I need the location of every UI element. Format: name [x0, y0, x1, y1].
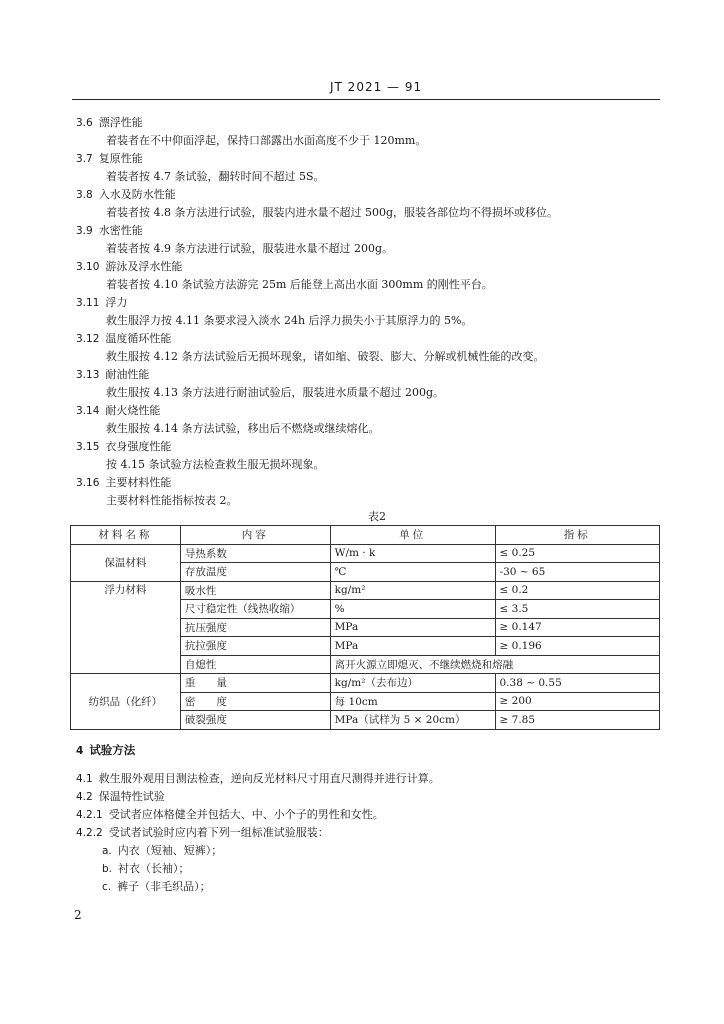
header-cell: 内容 [180, 526, 330, 545]
section-text: 着装者按 4.10 条试验方法游完 25m 后能登上高出水面 300mm 的刚性平台。 [106, 278, 493, 291]
section-text: 救生服浮力按 4.11 条要求浸入淡水 24h 后浮力损失小于其原浮力的 5%。 [106, 314, 473, 327]
section-heading: 3.7 复原性能 [76, 152, 143, 165]
content-cell: 自熄性 [180, 655, 330, 674]
index-cell: ≥ 200 [495, 692, 659, 711]
section-heading: 3.10 游泳及浮水性能 [76, 260, 183, 273]
index-cell: ≥ 0.196 [495, 637, 659, 656]
section-text: 主要材料性能指标按表 2。 [106, 494, 238, 507]
section-heading: 3.15 衣身强度性能 [76, 440, 172, 453]
table-row [71, 581, 660, 600]
section-line: 4.1 救生服外观用目测法检查，逆向反光材料尺寸用直尺测得并进行计算。 [76, 772, 440, 785]
content-cell: 吸水性 [180, 581, 330, 600]
materials-table [70, 525, 660, 730]
section-text: 着装者在不中仰面浮起，保持口部露出水面高度不少于 120mm。 [106, 134, 427, 147]
unit-cell: ℃ [330, 563, 495, 582]
section-heading: 3.16 主要材料性能 [76, 476, 172, 489]
header-rule [72, 99, 660, 100]
chapter-title: 4 试验方法 [76, 743, 136, 757]
header-cell: 材料名称 [71, 526, 181, 545]
index-cell: 0.38 ~ 0.55 [495, 674, 659, 693]
unit-cell: kg/m² [330, 581, 495, 600]
index-cell: ≥ 7.85 [495, 711, 659, 730]
unit-cell: MPa（试样为 5 × 20cm） [330, 711, 495, 730]
index-cell: -30 ~ 65 [495, 563, 659, 582]
unit-cell: W/m · k [330, 544, 495, 563]
list-item: c. 裤子（非毛织品）； [102, 880, 211, 893]
unit-cell: % [330, 600, 495, 619]
section-heading: 3.12 温度循环性能 [76, 332, 172, 345]
unit-cell: kg/m²（去布边） [330, 674, 495, 693]
content-cell: 抗压强度 [180, 618, 330, 637]
section-heading: 4.2 保温特性试验 [76, 790, 165, 803]
unit-cell: MPa [330, 618, 495, 637]
content-cell: 破裂强度 [180, 711, 330, 730]
section-line: 4.2.1 受试者应体格健全并包括大、中、小个子的男性和女性。 [76, 808, 384, 821]
section-text: 救生服按 4.13 条方法进行耐油试验后，服装进水质量不超过 200g。 [106, 386, 445, 399]
unit-cell: 离开火源立即熄灭、不继续燃烧和熔融 [330, 655, 659, 674]
index-cell: ≤ 3.5 [495, 600, 659, 619]
list-item: b. 衬衣（长袖）； [102, 862, 190, 875]
section-heading: 3.6 漂浮性能 [76, 116, 143, 129]
header-cell: 指标 [495, 526, 659, 545]
index-cell: ≤ 0.25 [495, 544, 659, 563]
content-cell: 存放温度 [180, 563, 330, 582]
table-caption: 表2 [368, 510, 386, 523]
content-cell: 导热系数 [180, 544, 330, 563]
material-name: 纺织品（化纤） [71, 674, 181, 730]
section-heading: 3.11 浮力 [76, 296, 128, 309]
section-text: 救生服按 4.12 条方法试验后无损坏现象，诸如缩、破裂、膨大、分解或机械性能的改变。 [106, 350, 545, 363]
index-cell: ≤ 0.2 [495, 581, 659, 600]
unit-cell: MPa [330, 637, 495, 656]
header-cell: 单位 [330, 526, 495, 545]
unit-cell: 每 10cm [330, 692, 495, 711]
index-cell: ≥ 0.147 [495, 618, 659, 637]
section-text: 着装者按 4.7 条试验，翻转时间不超过 5S。 [106, 170, 325, 183]
page-number: 2 [74, 908, 82, 922]
section-heading: 3.14 耐火烧性能 [76, 404, 161, 417]
section-line: 4.2.2 受试者试验时应内着下列一组标准试验服装： [76, 826, 329, 839]
content-cell: 重 量 [180, 674, 330, 693]
material-name: 保温材料 [71, 544, 181, 581]
content-cell: 抗拉强度 [180, 637, 330, 656]
section-text: 按 4.15 条试验方法检查救生服无损坏现象。 [106, 458, 325, 471]
page-header: JT 2021 — 91 [330, 80, 423, 94]
list-item: a. 内衣（短袖、短裤）； [102, 844, 223, 857]
section-heading: 3.8 入水及防水性能 [76, 188, 176, 201]
section-heading: 3.13 耐油性能 [76, 368, 150, 381]
table-header-row [71, 526, 660, 545]
table-row [71, 674, 660, 693]
content-cell: 尺寸稳定性（线热收缩） [180, 600, 330, 619]
section-text: 救生服按 4.14 条方法试验，移出后不燃烧或继续熔化。 [106, 422, 380, 435]
material-name: 浮力材料 [71, 581, 181, 674]
section-text: 着装者按 4.8 条方法进行试验，服装内进水量不超过 500g，服装各部位均不得损坏或移位。 [106, 206, 559, 219]
section-text: 着装者按 4.9 条方法进行试验，服装进水量不超过 200g。 [106, 242, 394, 255]
table-row [71, 544, 660, 563]
content-cell: 密 度 [180, 692, 330, 711]
section-heading: 3.9 水密性能 [76, 224, 143, 237]
